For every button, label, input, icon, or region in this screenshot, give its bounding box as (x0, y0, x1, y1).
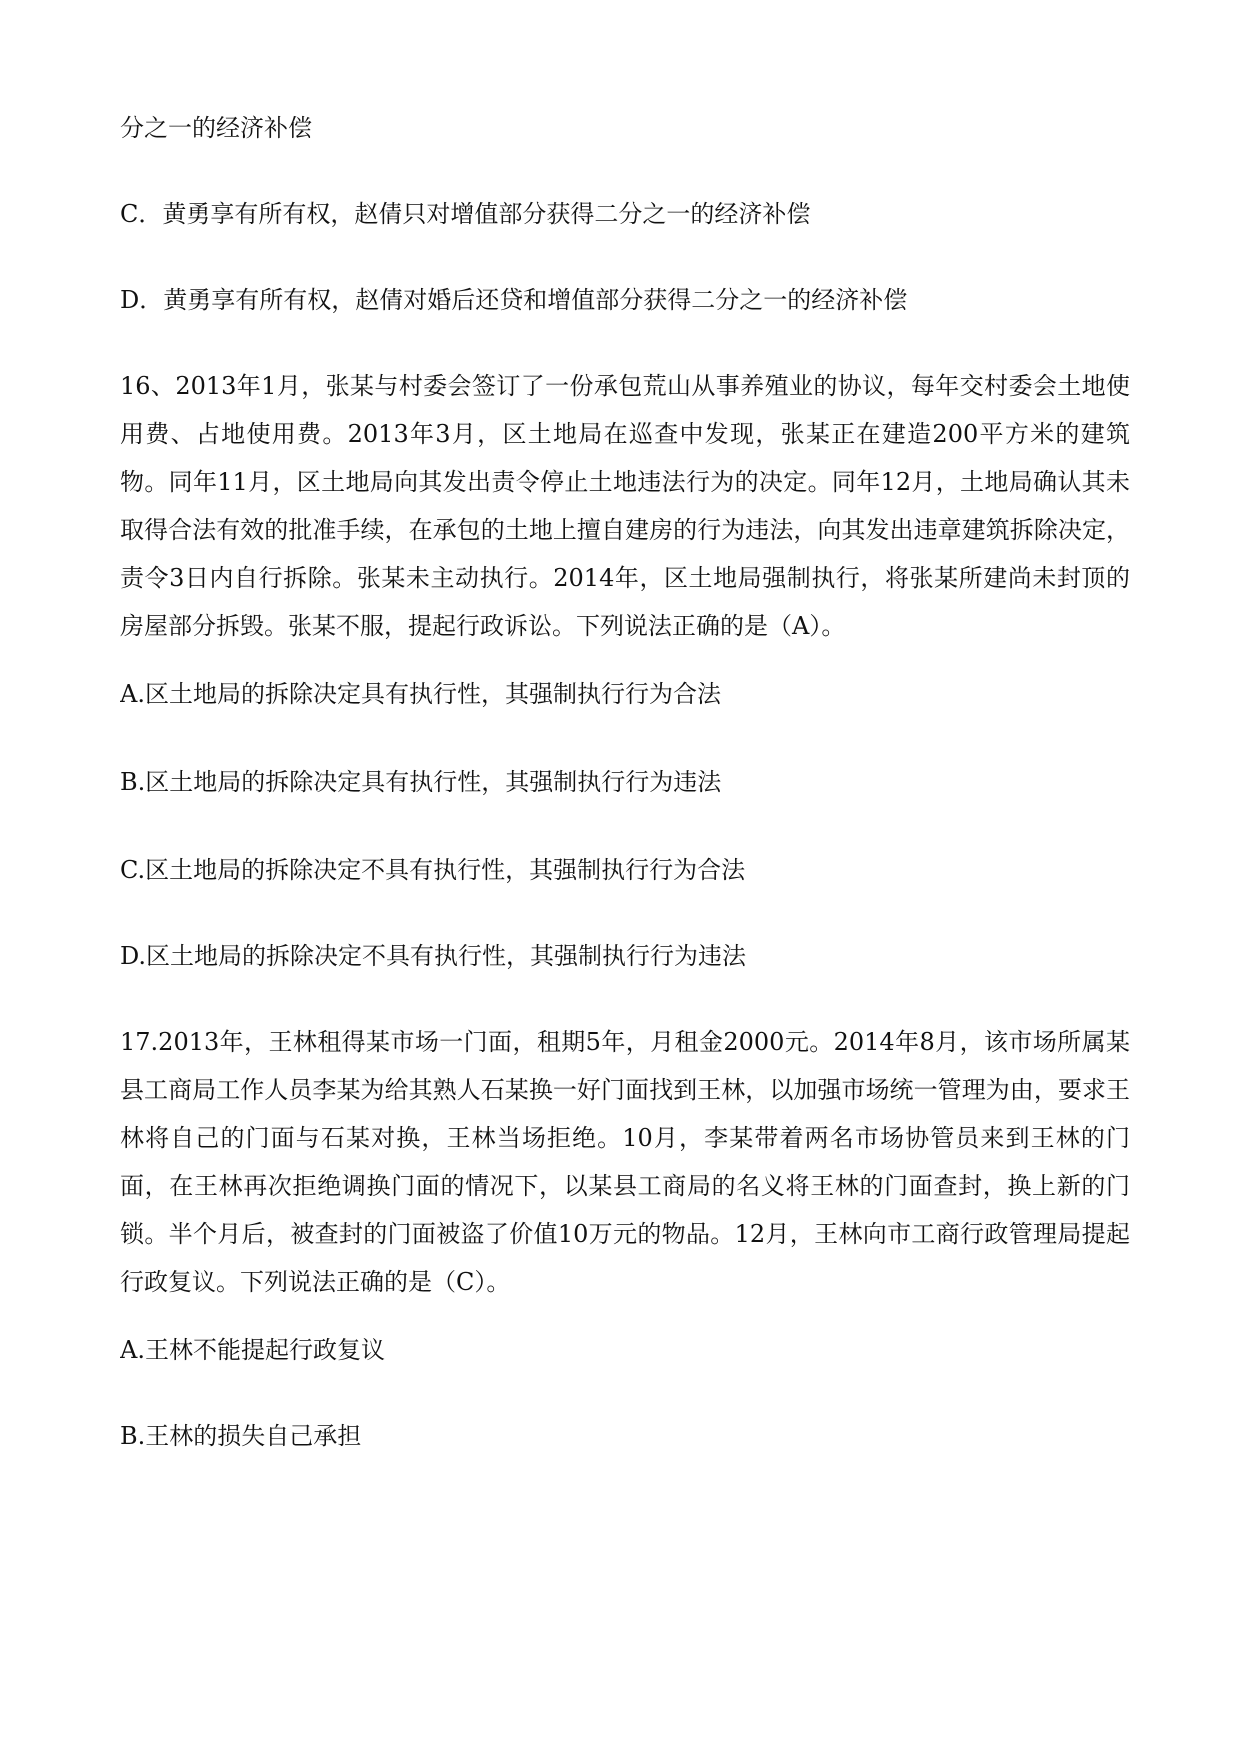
q16-option-b: B.区土地局的拆除决定具有执行性，其强制执行行为违法 (120, 768, 722, 796)
q16-option-d: D.区土地局的拆除决定不具有执行性，其强制执行行为违法 (120, 942, 747, 970)
continued-option-fragment: 分之一的经济补偿 (120, 114, 312, 142)
q17-option-a: A.王林不能提起行政复议 (120, 1336, 385, 1364)
q16-option-c: C.区土地局的拆除决定不具有执行性，其强制执行行为合法 (120, 856, 746, 884)
q17-option-b: B.王林的损失自己承担 (120, 1422, 362, 1450)
q15-option-c: C．黄勇享有所有权，赵倩只对增值部分获得二分之一的经济补偿 (120, 200, 811, 228)
q15-option-d: D．黄勇享有所有权，赵倩对婚后还贷和增值部分获得二分之一的经济补偿 (120, 286, 908, 314)
q16-stem: 16、2013年1月，张某与村委会签订了一份承包荒山从事养殖业的协议，每年交村委会土地使用费、占地使用费。2013年3月，区土地局在巡查中发现，张某正在建造200平方米的建筑物。同年11月，区土地局向其发出责令停止土地违法行为的决定。同年12月，土地局确认其未取得合法有效的批准手续，在承包的土地上擅自建房的行为违法，向其发出违章建筑拆除决定，责令3日内自行拆除。张某未主动执行。2014年，区土地局强制执行，将张某所建尚未封顶的房屋部分拆毁。张某不服，提起行政诉讼。下列说法正确的是（A）。 (120, 372, 1130, 640)
q17-stem: 17.2013年，王林租得某市场一门面，租期5年，月租金2000元。2014年8月，该市场所属某县工商局工作人员李某为给其熟人石某换一好门面找到王林，以加强市场统一管理为由，要求王林将自己的门面与石某对换，王林当场拒绝。10月，李某带着两名市场协管员来到王林的门面，在王林再次拒绝调换门面的情况下，以某县工商局的名义将王林的门面查封，换上新的门锁。半个月后，被查封的门面被盗了价值10万元的物品。12月，王林向市工商行政管理局提起行政复议。下列说法正确的是（C）。 (120, 1028, 1130, 1296)
q16-option-a: A.区土地局的拆除决定具有执行性，其强制执行行为合法 (120, 680, 721, 708)
